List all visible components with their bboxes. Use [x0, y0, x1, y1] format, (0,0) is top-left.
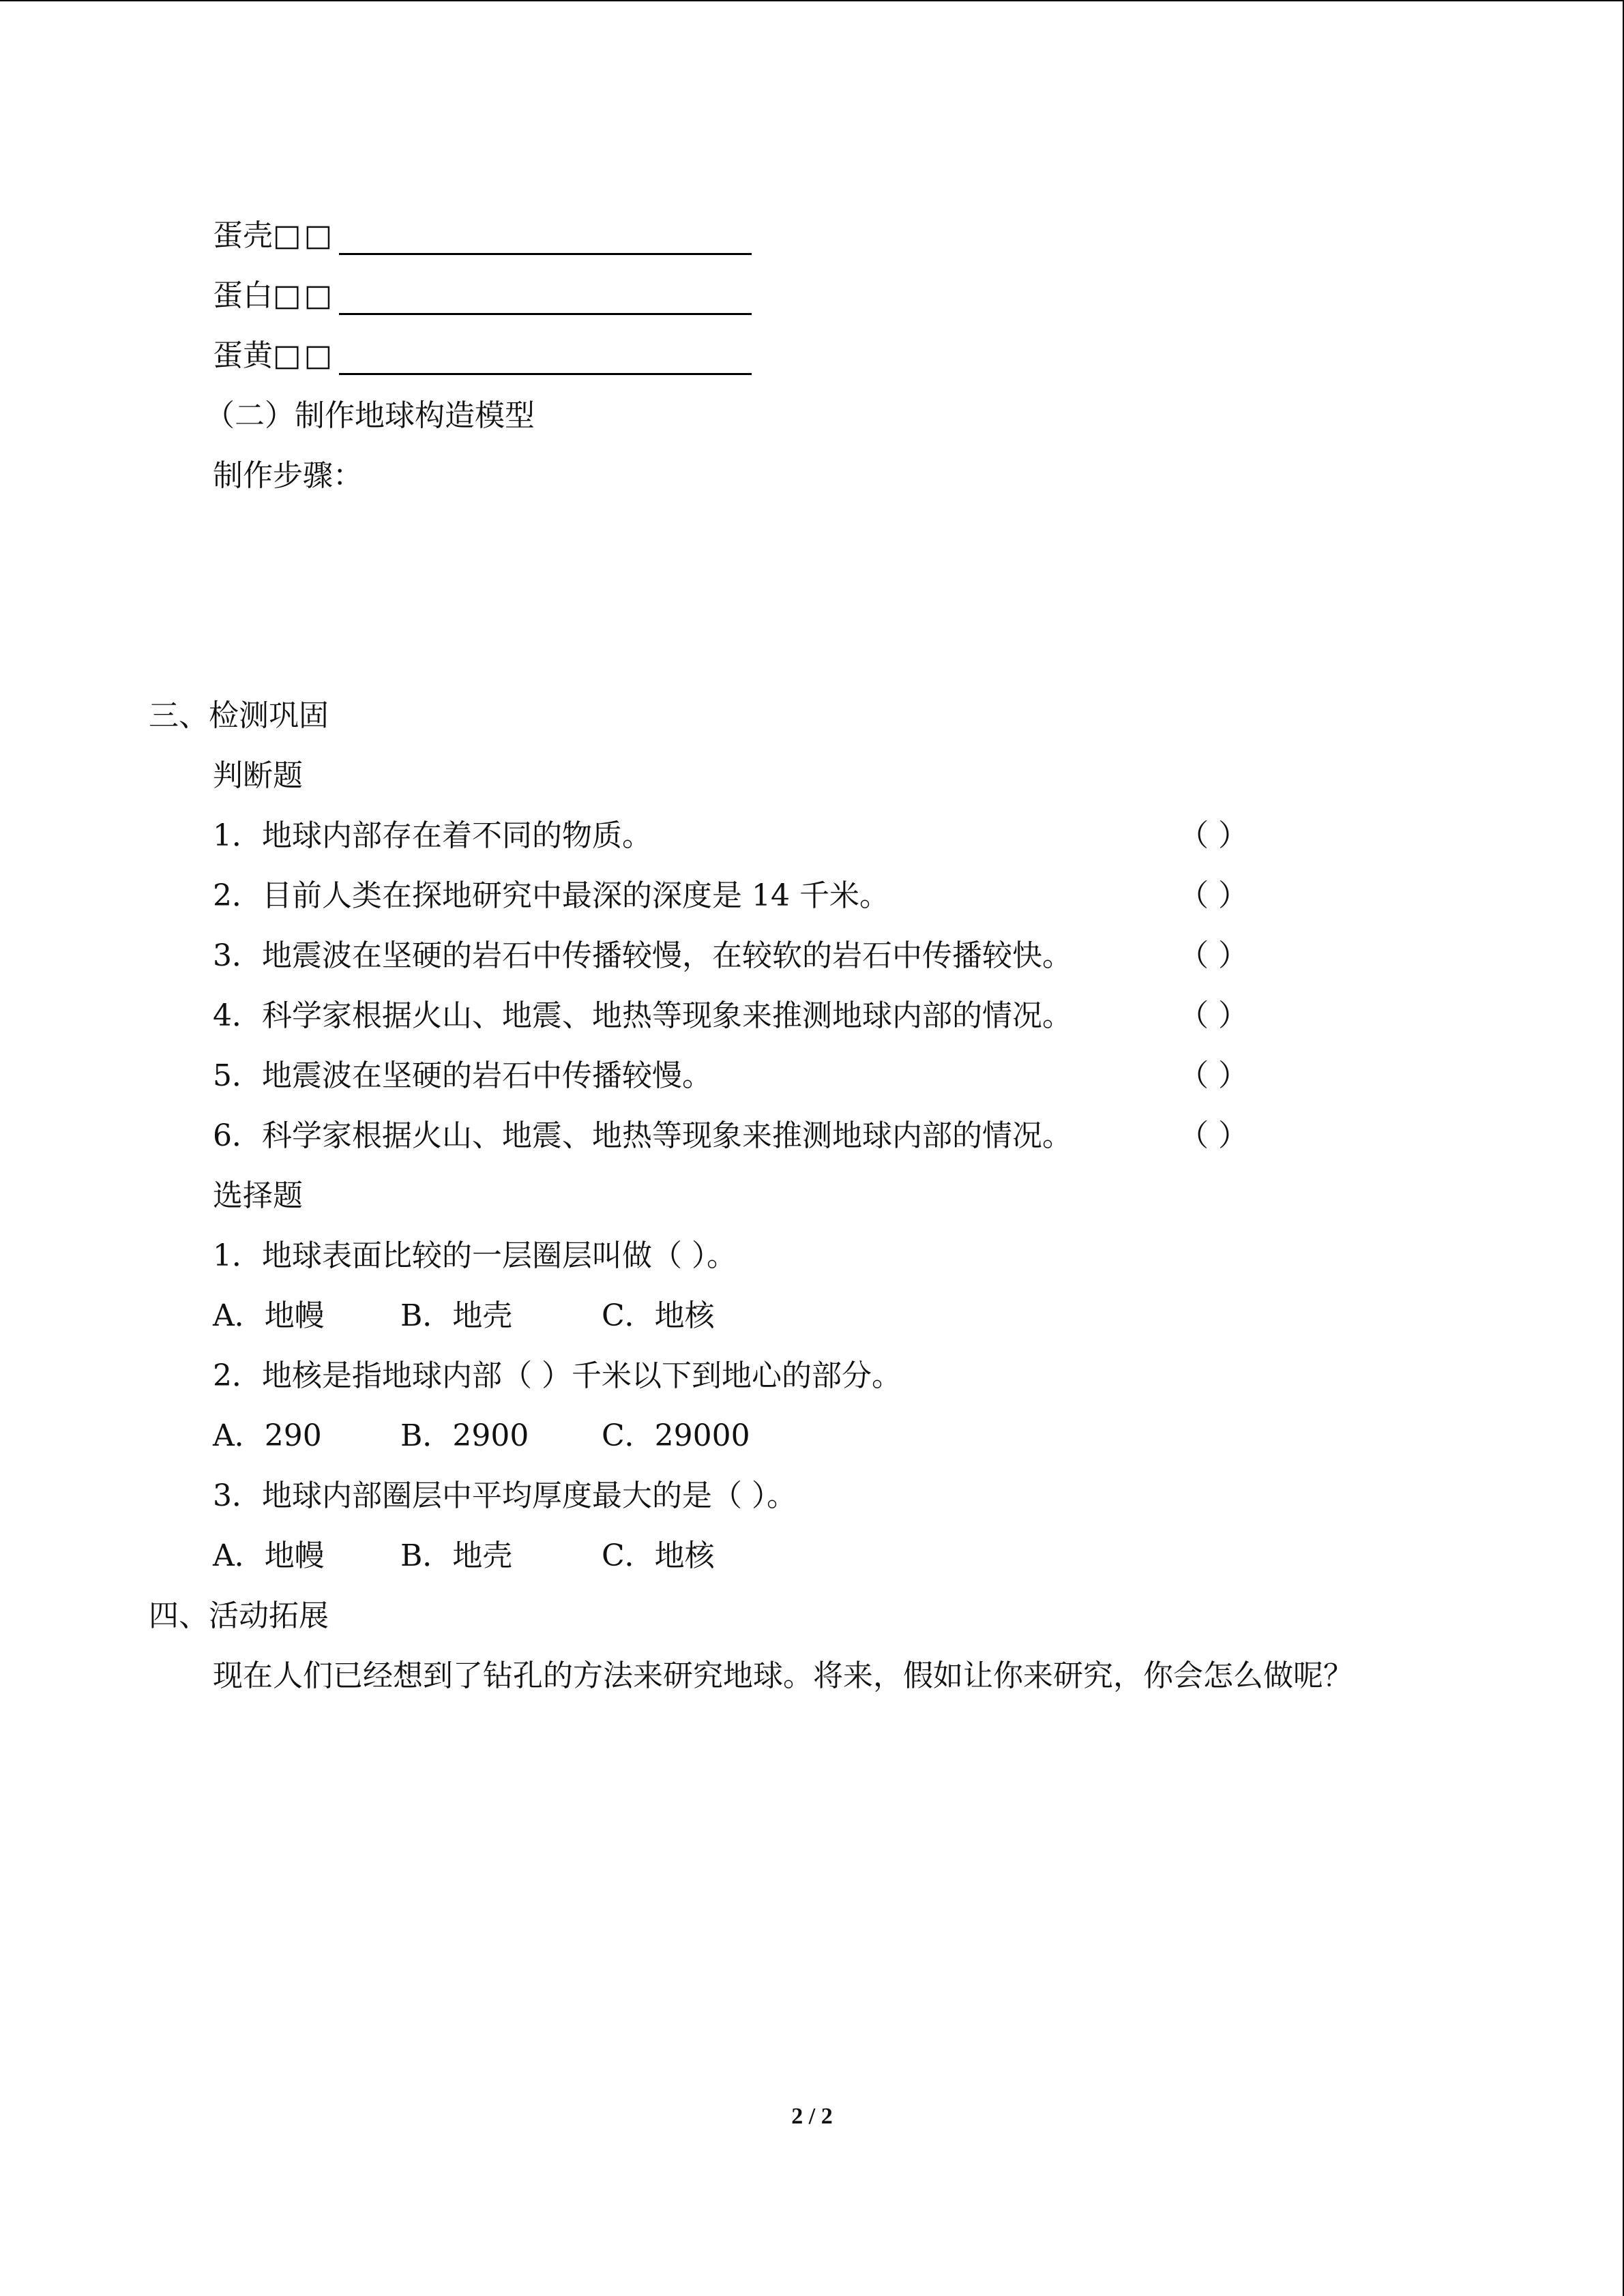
egg-yolk-answer-blank[interactable] — [339, 342, 752, 375]
egg-white-answer-blank[interactable] — [339, 282, 752, 315]
choice-1-option-a[interactable]: A．地幔 — [213, 1298, 325, 1333]
tf-answer-paren-2[interactable]: （ ） — [1179, 878, 1248, 913]
egg-yolk-label: 蛋黄 — [213, 338, 273, 373]
choice-3-option-b[interactable]: B．地壳 — [400, 1538, 513, 1573]
tf-answer-paren-1[interactable]: （ ） — [1179, 818, 1248, 853]
choice-3-option-c[interactable]: C．地核 — [602, 1538, 715, 1573]
egg-shell-boxes: □□ — [273, 218, 336, 253]
tf-answer-paren-5[interactable]: （ ） — [1179, 1058, 1248, 1093]
tf-answer-paren-6[interactable]: （ ） — [1179, 1118, 1248, 1153]
tf-question-3: 3．地震波在坚硬的岩石中传播较慢，在较软的岩石中传播较快。 — [213, 938, 1072, 973]
model-section-heading: （二）制作地球构造模型 — [205, 398, 535, 433]
choice-1-option-b[interactable]: B．地壳 — [400, 1298, 513, 1333]
choice-question-1: 1．地球表面比较的一层圈层叫做（ ）。 — [213, 1238, 737, 1273]
tf-question-1: 1．地球内部存在着不同的物质。 — [213, 818, 652, 853]
section4-text: 现在人们已经想到了钻孔的方法来研究地球。将来，假如让你来研究，你会怎么做呢？ — [213, 1658, 1353, 1693]
choice-question-2: 2．地核是指地球内部（ ）千米以下到地心的部分。 — [213, 1358, 902, 1393]
tf-answer-paren-3[interactable]: （ ） — [1179, 938, 1248, 973]
choice-label: 选择题 — [213, 1178, 303, 1213]
tf-question-2: 2．目前人类在探地研究中最深的深度是 14 千米。 — [213, 878, 889, 913]
egg-shell-row — [213, 217, 752, 255]
egg-white-boxes: □□ — [273, 278, 336, 313]
egg-yolk-row — [213, 337, 752, 375]
egg-yolk-boxes: □□ — [273, 338, 336, 373]
choice-2-option-a[interactable]: A．290 — [213, 1418, 322, 1453]
true-false-label: 判断题 — [213, 758, 303, 793]
choice-options-3 — [213, 1537, 715, 1575]
choice-1-option-c[interactable]: C．地核 — [602, 1298, 715, 1333]
choice-2-option-c[interactable]: C．29000 — [602, 1418, 750, 1453]
choice-3-option-a[interactable]: A．地幔 — [213, 1538, 325, 1573]
choice-options-2 — [213, 1417, 750, 1455]
choice-question-3: 3．地球内部圈层中平均厚度最大的是（ ）。 — [213, 1478, 797, 1513]
tf-answer-paren-4[interactable]: （ ） — [1179, 998, 1248, 1033]
tf-question-5: 5．地震波在坚硬的岩石中传播较慢。 — [213, 1058, 712, 1093]
tf-question-6: 6．科学家根据火山、地震、地热等现象来推测地球内部的情况。 — [213, 1118, 1072, 1153]
egg-shell-answer-blank[interactable] — [339, 222, 752, 255]
page-number: 2 / 2 — [791, 2104, 833, 2129]
section4-heading: 四、活动拓展 — [149, 1598, 329, 1633]
tf-question-4: 4．科学家根据火山、地震、地热等现象来推测地球内部的情况。 — [213, 998, 1072, 1033]
egg-white-label: 蛋白 — [213, 278, 273, 313]
egg-white-row — [213, 277, 752, 315]
section3-heading: 三、检测巩固 — [149, 698, 329, 733]
choice-options-1 — [213, 1297, 715, 1335]
choice-2-option-b[interactable]: B．2900 — [400, 1418, 529, 1453]
egg-shell-label: 蛋壳 — [213, 218, 273, 253]
model-steps-label: 制作步骤： — [213, 458, 363, 493]
